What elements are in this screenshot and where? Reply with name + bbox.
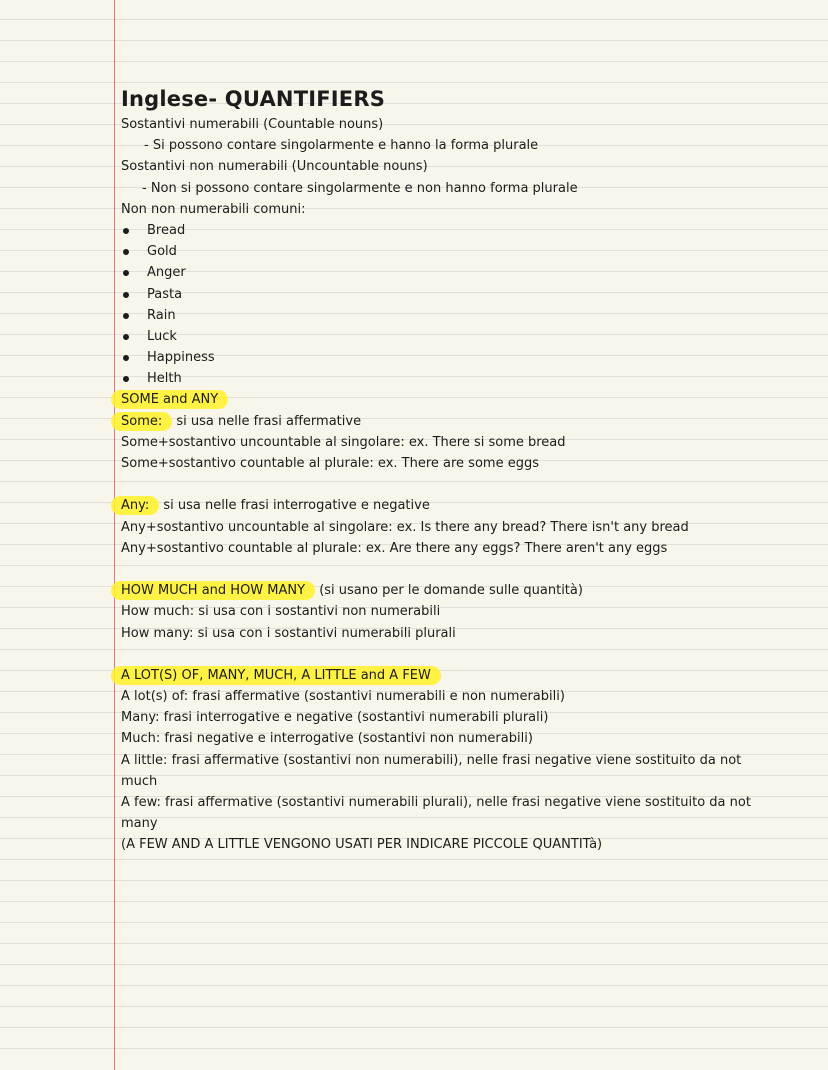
spacer xyxy=(121,644,801,665)
countable-heading: Sostantivi numerabili (Countable nouns) xyxy=(121,117,384,132)
some-any-heading-line xyxy=(121,389,801,410)
list-item: Happiness xyxy=(121,347,801,368)
lots-heading-line xyxy=(121,665,801,686)
countable-note: - Si possono contare singolarmente e hanno la forma plurale xyxy=(144,138,539,154)
some-rule-text: si usa nelle frasi affermative xyxy=(172,413,362,429)
any-label: Any: xyxy=(111,496,159,515)
list-item: Helth xyxy=(121,368,801,389)
lots-rule-5: A few: frasi affermative (sostantivi numerabili plurali), nelle frasi negative viene sostituito da not xyxy=(121,795,751,810)
any-rule xyxy=(121,495,801,516)
some-label: Some: xyxy=(111,412,172,431)
how-heading: HOW MUCH and HOW MANY xyxy=(111,581,315,600)
any-rule-text: si usa nelle frasi interrogative e negative xyxy=(159,498,430,514)
lots-rule-3: Much: frasi negative e interrogative (sostantivi non numerabili) xyxy=(121,731,533,747)
margin-line xyxy=(114,0,115,1070)
list-item: Anger xyxy=(121,262,801,283)
lots-rule-2: Many: frasi interrogative e negative (sostantivi numerabili plurali) xyxy=(121,710,549,726)
lots-rule-5-cont: many xyxy=(121,816,158,832)
lots-rule-1: A lot(s) of: frasi affermative (sostantivi numerabili e non numerabili) xyxy=(121,689,565,705)
some-example-2: Some+sostantivo countable al plurale: ex. There are some eggs xyxy=(121,456,539,471)
list-item: Rain xyxy=(121,305,801,326)
how-heading-rest: (si usano per le domande sulle quantità) xyxy=(315,583,583,599)
how-many-rule: How many: si usa con i sostantivi numerabili plurali xyxy=(121,625,456,641)
list-item: Pasta xyxy=(121,284,801,305)
common-heading: Non non numerabili comuni: xyxy=(121,201,306,217)
lots-rule-4-cont: much xyxy=(121,773,158,789)
how-heading-line xyxy=(121,580,801,601)
notes-page xyxy=(121,84,801,856)
spacer xyxy=(121,559,801,580)
spacer xyxy=(121,474,801,495)
lots-rule-4: A little: frasi affermative (sostantivi non numerabili), nelle frasi negative viene sostituito da not xyxy=(121,752,742,768)
uncountable-heading: Sostantivi non numerabili (Uncountable nouns) xyxy=(121,159,428,175)
list-item: Bread xyxy=(121,220,801,241)
how-much-rule: How much: si usa con i sostantivi non numerabili xyxy=(121,604,441,620)
list-item: Luck xyxy=(121,326,801,347)
uncountable-note: - Non si possono contare singolarmente e non hanno forma plurale xyxy=(142,180,578,196)
lots-note: (A FEW AND A LITTLE VENGONO USATI PER INDICARE PICCOLE QUANTITà) xyxy=(121,837,603,853)
page-title: Inglese- QUANTIFIERS xyxy=(121,87,386,111)
any-example-1: Any+sostantivo uncountable al singolare: ex. Is there any bread? There isn't any bread xyxy=(121,519,689,535)
some-any-heading: SOME and ANY xyxy=(111,390,228,409)
list-item: Gold xyxy=(121,241,801,262)
lots-heading: A LOT(S) OF, MANY, MUCH, A LITTLE and A FEW xyxy=(111,666,441,685)
any-example-2: Any+sostantivo countable al plurale: ex. Are there any eggs? There aren't any eggs xyxy=(121,540,668,556)
some-rule xyxy=(121,411,801,432)
some-example-1: Some+sostantivo uncountable al singolare: ex. There si some bread xyxy=(121,434,566,450)
